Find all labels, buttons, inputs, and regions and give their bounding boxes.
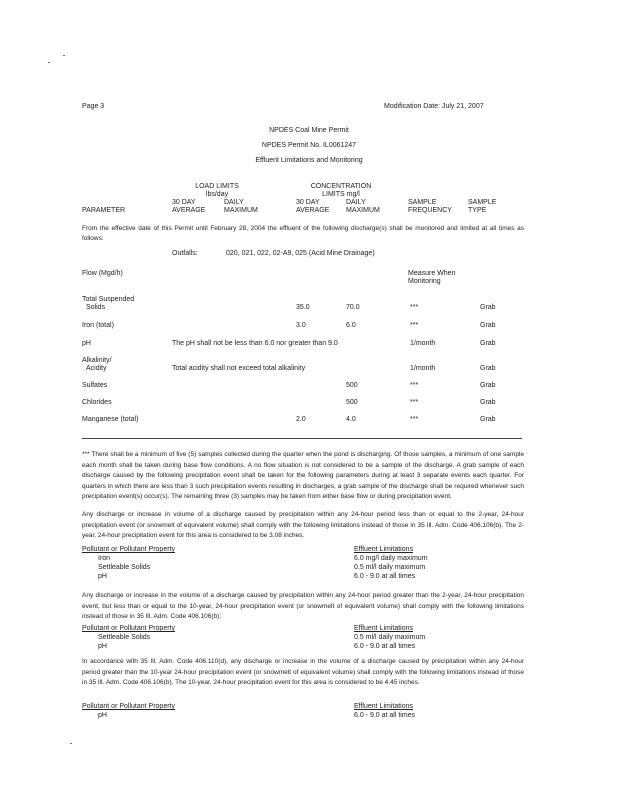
block3-item-limit: 6.0 - 9.0 at all times: [354, 712, 416, 719]
table-divider: [82, 438, 522, 439]
page-label: Page 3: [82, 103, 105, 110]
load-limits-header: LOAD LIMITS lbs/day: [195, 183, 239, 198]
row-conc-daily-max: 500: [346, 399, 358, 406]
table-row: [82, 270, 123, 277]
block2-item-name: Settleable Solids: [98, 634, 151, 641]
concentration-limits-header: CONCENTRATION LIMITS mg/l: [310, 183, 372, 198]
sample-type-header: SAMPLE TYPE: [468, 199, 497, 214]
row-frequency: ***: [410, 322, 419, 329]
ten-year-event-paragraph: Any discharge or increase in the volume of a discharge caused by precipitation within any 24-hour period greater than the 2-year, 24-hour precipitation event, but less than or equal to the 10-year, 24-hour precipitation event (or snowmelt of equivalent volume) shall comply with the following limitations instead of those in 35 Ill. Adm. Code 406.106(b):: [82, 592, 524, 620]
row-conc-daily-max: 500: [346, 382, 358, 389]
row-parameter: pH: [82, 340, 91, 347]
row-conc-daily-max: 4.0: [346, 416, 356, 423]
row-sample-type: Grab: [480, 365, 496, 372]
block2-left-heading: Pollutant or Pollutant Property: [82, 625, 175, 632]
block3-item-name: pH: [98, 712, 107, 719]
row-conc-daily-max: 70.0: [346, 304, 360, 311]
row-frequency: 1/month: [410, 365, 436, 372]
document-title: NPDES Coal Mine Permit: [269, 127, 349, 134]
row-parameter: Alkalinity/ Acidity: [82, 357, 112, 372]
scan-speck: [63, 55, 65, 56]
block1-item-name: Iron: [98, 555, 111, 562]
row-note: The pH shall not be less than 6.0 nor greater than 9.0: [172, 340, 338, 347]
block1-item-name: pH: [98, 573, 107, 580]
row-conc-30-day: 3.0: [296, 322, 306, 329]
row-frequency: ***: [410, 304, 419, 311]
row-conc-daily-max: 6.0: [346, 322, 356, 329]
sample-frequency-header: SAMPLE FREQUENCY: [408, 199, 452, 214]
section-subtitle: Effluent Limitations and Monitoring: [255, 157, 363, 164]
load-daily-header: DAILY MAXIMUM: [224, 199, 258, 214]
row-frequency: ***: [410, 416, 419, 423]
block1-left-heading: Pollutant or Pollutant Property: [82, 546, 175, 553]
row-sample-type: Grab: [480, 304, 496, 311]
block1-item-limit: 6.0 - 9.0 at all times: [354, 573, 416, 580]
block1-item-limit: 0.5 ml/l daily maximum: [354, 564, 426, 571]
sampling-footnote: *** There shall be a minimum of five (5) samples collected during the quarter when the pond is discharging. Of those samples, a minimum of one sample each month shall be taken during base flow conditions. A no flow situation is not considered to be a sample of the discharge. A grab sample of each discharge caused by the following precipitation event shall be taken for the following parameters during at least 3 separate events each quarter. For quarters in which there are less than 3 such precipitation events resulting in discharges, a grab sample of the discharge shall be required whenever such precipitation event(s) occur(s). The remaining three (3) samples may be taken from either base flow or during precipitation event.: [82, 451, 524, 500]
row-parameter: Iron (total): [82, 322, 114, 329]
row-parameter: Chlorides: [82, 399, 112, 406]
block1-right-heading: Effluent Limitations: [354, 546, 414, 553]
scan-speck: [70, 743, 72, 744]
block1-item-name: Settleable Solids: [98, 564, 151, 571]
two-year-event-paragraph: Any discharge or increase in volume of a discharge caused by precipitation within any 24-hour period less than or equal to the 2-year, 24-hour precipitation event (or snowmelt of equivalent volume) shall comply with the following limitations instead of those in 35 Ill. Adm. Code 406.106(b). The 2-year, 24-hour precipitation event for this area is considered to be 3.08 inches.: [82, 511, 524, 539]
block3-right-heading: Effluent Limitations: [354, 703, 414, 710]
block2-right-heading: Effluent Limitations: [354, 625, 414, 632]
permit-number: NPDES Permit No. IL0061247: [261, 142, 357, 149]
row-sample-type: Grab: [480, 399, 496, 406]
row-note: Total acidity shall not exceed total alkalinity: [172, 365, 306, 372]
row-parameter: Sulfates: [82, 382, 108, 389]
block1-item-limit: 6.0 mg/l daily maximum: [354, 555, 428, 562]
row-frequency: ***: [410, 399, 419, 406]
row-conc-30-day: 2.0: [296, 416, 306, 423]
block3-left-heading: Pollutant or Pollutant Property: [82, 703, 175, 710]
effective-date-text: From the effective date of this Permit until February 28, 2004 the effluent of the following discharge(s) shall be monitored and limited at all times as follows:: [82, 225, 524, 242]
row-sample-type: Grab: [480, 322, 496, 329]
row-sample-type: Grab: [480, 416, 496, 423]
block2-item-name: pH: [98, 643, 107, 650]
accordance-paragraph: In accordance with 35 Ill. Adm. Code 406.110(d), any discharge or increase in the volume of a discharge caused by precipitation within any 24-hour period greater than the 10-year 24-hour precipitation event (or snowmelt of equivalent volume) shall comply with the following limitations instead of those in 35 Ill. Adm. Code 406.106(b). The 10-year, 24-hour precipitation event for this area is considered to be 4.45 inches.: [82, 658, 524, 686]
modification-date: Modification Date: July 21, 2007: [384, 103, 484, 110]
block2-item-limit: 0.5 ml/l daily maximum: [354, 634, 426, 641]
scan-speck: [48, 62, 50, 63]
row-sample-type: Grab: [480, 340, 496, 347]
parameter-header: PARAMETER: [82, 207, 126, 214]
row-parameter: Manganese (total): [82, 416, 139, 423]
row-frequency: 1/month: [410, 340, 436, 347]
outfalls-label: Outfalls:: [172, 250, 198, 257]
row-parameter: Flow (Mgd/h): [82, 270, 123, 277]
row-conc-30-day: 35.0: [296, 304, 310, 311]
block2-item-limit: 6.0 - 9.0 at all times: [354, 643, 416, 650]
row-sample-type: Grab: [480, 382, 496, 389]
conc-30-day-header: 30 DAY AVERAGE: [296, 199, 330, 214]
load-30-day-header: 30 DAY AVERAGE: [172, 199, 206, 214]
outfalls-value: 020, 021, 022, 02-A9, 025 (Acid Mine Drainage): [226, 250, 375, 257]
row-parameter: Total Suspended Solids: [82, 296, 135, 311]
row-frequency: ***: [410, 382, 419, 389]
row-frequency: Measure When Monitoring: [408, 270, 456, 285]
conc-daily-header: DAILY MAXIMUM: [346, 199, 380, 214]
